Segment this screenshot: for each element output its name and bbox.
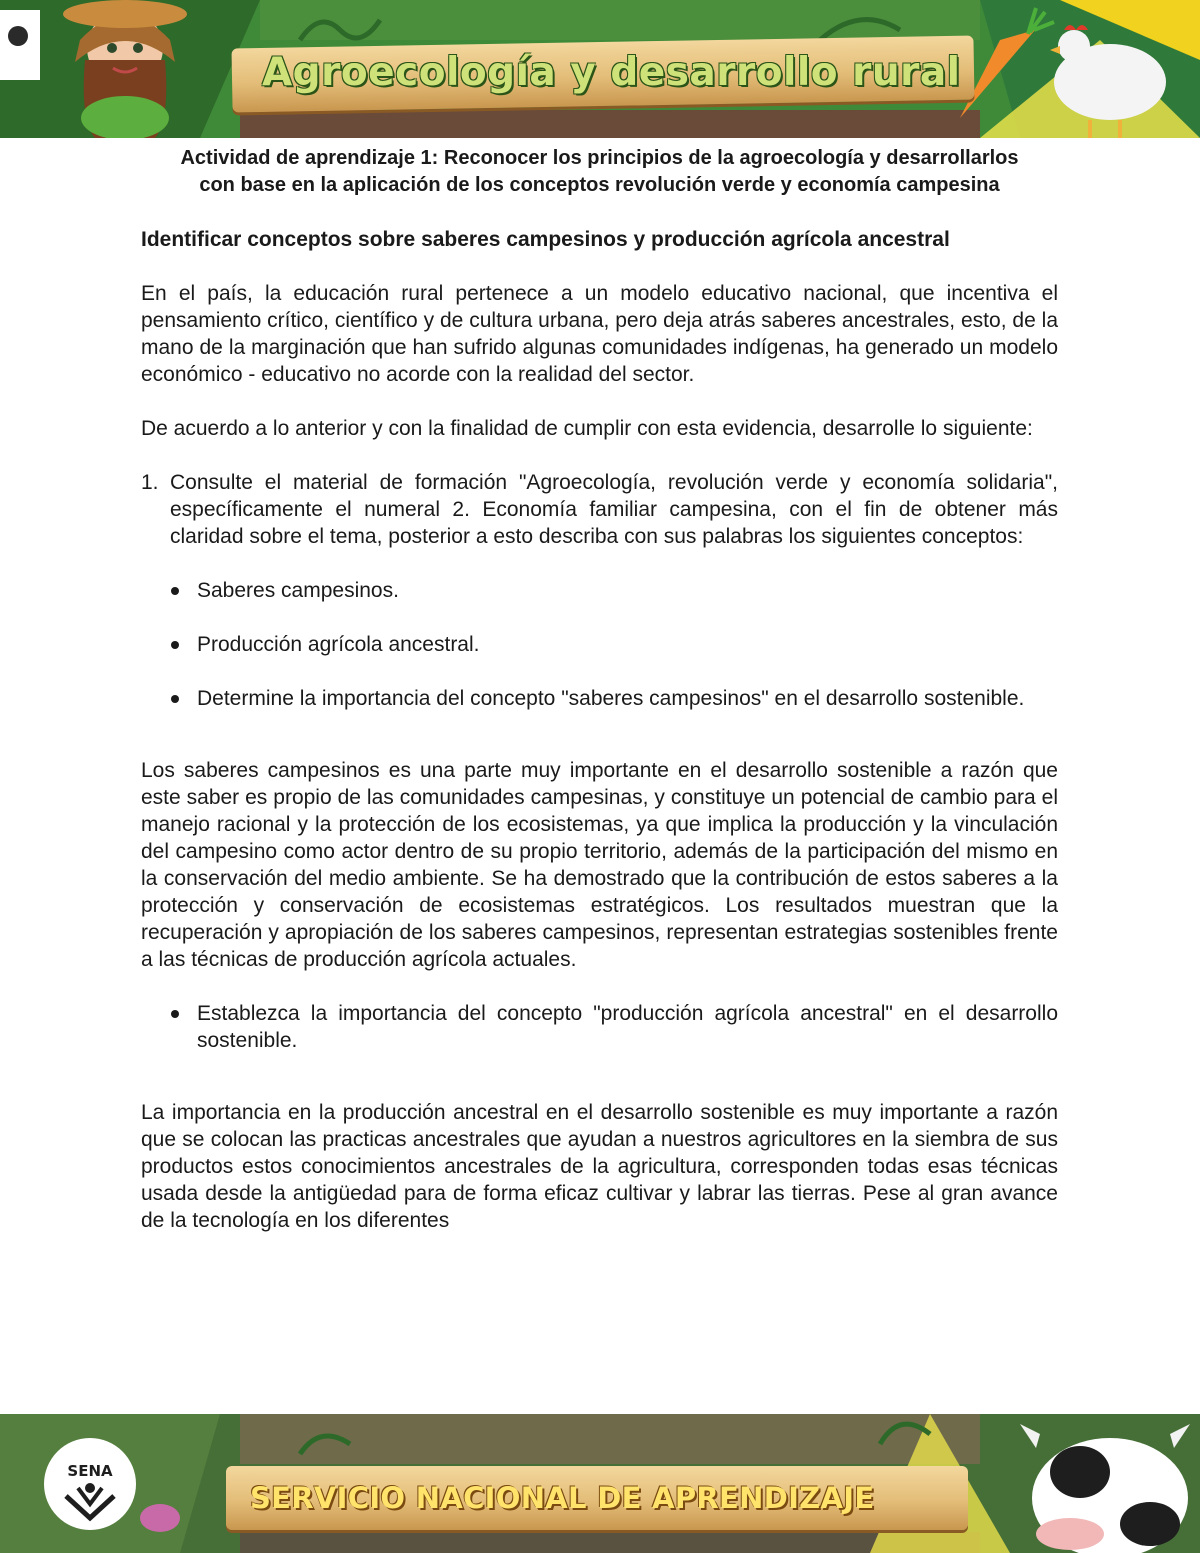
bullet-text: Saberes campesinos. (197, 579, 399, 602)
numbered-item-1 (141, 469, 1058, 550)
svg-text:SENA: SENA (67, 1462, 113, 1480)
bullet-icon (171, 641, 179, 649)
bullet-text: Producción agrícola ancestral. (197, 633, 480, 656)
bullet-icon (171, 1010, 179, 1018)
item-number: 1. (141, 471, 159, 494)
document-body (141, 145, 1058, 1234)
bullet-item (141, 577, 1058, 604)
item-text: Consulte el material de formación "Agroecología, revolución verde y economía solidaria", específicamente el numeral 2. Economía familiar campesina, con el fin de obtener más claridad sobre el tema, posterior a esto describa con sus palabras los siguientes conceptos: (170, 471, 1058, 548)
bullet-icon (171, 587, 179, 595)
instruction-paragraph: De acuerdo a lo anterior y con la finalidad de cumplir con esta evidencia, desarrolle lo siguiente: (141, 417, 1033, 440)
header-banner (0, 0, 1200, 138)
bullet-item (141, 685, 1058, 712)
bullet-icon (171, 695, 179, 703)
bullet-item (141, 631, 1058, 658)
sena-logo (44, 1438, 136, 1530)
bullet-text: Determine la importancia del concepto "saberes campesinos" en el desarrollo sostenible. (197, 687, 1025, 710)
footer-banner (0, 1414, 1200, 1553)
footer-banner-title: SERVICIO NACIONAL DE APRENDIZAJE (250, 1481, 875, 1515)
activity-title: Actividad de aprendizaje 1: Reconocer los principios de la agroecología y desarrollarlos con base en la aplicación de los conceptos revolución verde y economía campesina (180, 147, 1019, 196)
section-subtitle: Identificar conceptos sobre saberes campesinos y producción agrícola ancestral (141, 228, 950, 251)
header-banner-title: Agroecología y desarrollo rural (262, 50, 961, 95)
bullet-item (141, 1000, 1058, 1054)
bullet-text: Establezca la importancia del concepto "producción agrícola ancestral" en el desarrollo sostenible. (197, 1002, 1058, 1052)
intro-paragraph: En el país, la educación rural pertenece a un modelo educativo nacional, que incentiva el pensamiento crítico, científico y de cultura urbana, pero deja atrás saberes ancestrales, esto, de la mano de la marginación que han sufrido algunas comunidades indígenas, ha generado un modelo económico - educativo no acorde con la realidad del sector. (141, 282, 1058, 386)
sena-logo-icon (44, 1438, 136, 1530)
answer-paragraph-2: La importancia en la producción ancestral en el desarrollo sostenible es muy importante a razón que se colocan las practicas ancestrales que ayudan a nuestros agricultores en la siembra de sus productos estos conocimientos ancestrales de la agricultura, corresponden todas esas técnicas usada desde la antigüedad para de forma eficaz cultivar y labrar las tierras. Pese al gran avance de la tecnología en los diferentes (141, 1101, 1058, 1232)
answer-paragraph-1: Los saberes campesinos es una parte muy importante en el desarrollo sostenible a razón que este saber es propio de las comunidades campesinas, y constituye un potencial de cambio para el manejo racional y la protección de los ecosistemas, ya que implica la producción y la vinculación del campesino como actor dentro de su propio territorio, además de la participación del mismo en la conservación del medio ambiente. Se ha demostrado que la contribución de estos saberes a la protección y conservación de ecosistemas estratégicos. Los resultados muestran que la recuperación y apropiación de los saberes campesinos, representan estrategias sostenibles frente a las técnicas de producción agrícola actuales. (141, 759, 1058, 971)
